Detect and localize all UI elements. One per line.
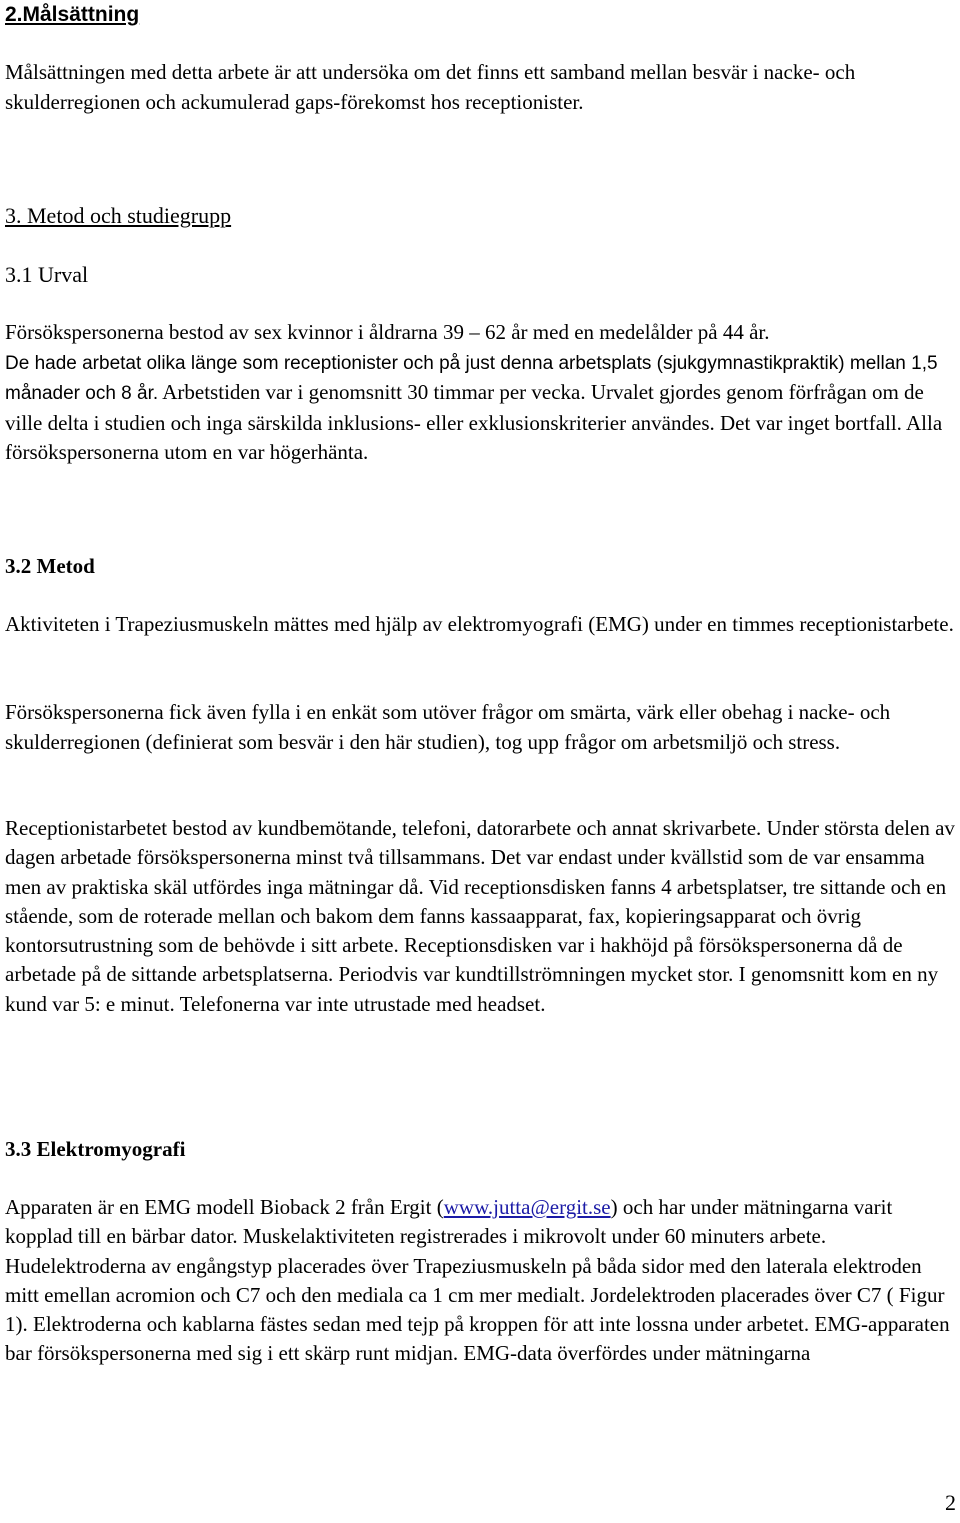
urval-line-1: Försökspersonerna bestod av sex kvinnor i åldrarna 39 – 62 år med en medelålder på 44 år. <box>5 320 770 344</box>
metod-paragraph-1: Aktiviteten i Trapeziusmuskeln mättes med hjälp av elektromyografi (EMG) under en timmes receptionistarbete. <box>5 612 954 636</box>
emg-text-before-link: Apparaten är en EMG modell Bioback 2 från Ergit ( <box>5 1195 444 1219</box>
section-2-paragraph: Målsättningen med detta arbete är att undersöka om det finns ett samband mellan besvär i nacke- och skulderregionen och ackumulerad gaps-förekomst hos receptionister. <box>5 60 856 114</box>
section-3-1-heading: 3.1 Urval <box>5 262 89 287</box>
urval-rest-text: Arbetstiden var i genomsnitt 30 timmar per vecka. Urvalet gjordes genom förfrågan om de ville delta i studien och inga särskilda inklusions- eller exklusionskriterier användes. Det var inget bortfall. Alla försökspersonerna utom en var högerhänta. <box>5 380 943 464</box>
emg-text-after-link: ) och har under mätningarna varit kopplad till en bärbar dator. Muskelaktiviteten registrerades i mikrovolt under 60 minuters arbete. Hudelektroderna av engångstyp placerades över Trapeziusmuskeln på båda sidor med den laterala elektroden mitt emellan acromion och C7 och den mediala ca 1 cm mer medialt. Jordelektroden placerades över C7 ( Figur 1). Elektroderna och kablarna fästes sedan med tejp på kroppen för att inte lossna under arbetet. EMG-apparaten bar försökspersonerna med sig i ett skärp runt midjan. EMG-data överfördes under mätningarna <box>5 1195 950 1366</box>
ergit-email-link[interactable]: www.jutta@ergit.se <box>443 1195 611 1219</box>
urval-paragraph <box>5 318 957 468</box>
section-3-2-heading: 3.2 Metod <box>5 554 95 578</box>
emg-paragraph <box>5 1193 957 1369</box>
metod-paragraph-3: Receptionistarbetet bestod av kundbemötande, telefoni, datorarbete och annat skrivarbete. Under största delen av dagen arbetade försökspersonerna minst två tillsammans. Det var endast under kvällstid som de var ensamma men av praktiska skäl utfördes inga mätningar då. Vid receptionsdisken fanns 4 arbetsplatser, tre sittande och en stående, som de roterade mellan och bakom dem fanns kassaapparat, fax, kopieringsapparat och övrig kontorsutrustning som de behövde i sitt arbete. Receptionsdisken var i hakhöjd på försökspersonerna då de arbetade på de sittande arbetsplatserna. Periodvis var kundtillströmningen mycket stor. I genomsnitt kom en ny kund var 5: e minut. Telefonerna var inte utrustade med headset. <box>5 816 955 1016</box>
section-3-heading: 3. Metod och studiegrupp <box>5 203 232 228</box>
section-2-heading: 2.Målsättning <box>5 3 140 26</box>
urval-sans-text: De hade arbetat olika länge som receptionister och på just denna arbetsplats (sjukgymnastikpraktik) mellan 1,5 månader och 8 år. <box>5 352 938 404</box>
section-3-3-heading: 3.3 Elektromyografi <box>5 1137 186 1161</box>
page-number: 2 <box>945 1490 956 1515</box>
metod-paragraph-2: Försökspersonerna fick även fylla i en enkät som utöver frågor om smärta, värk eller obehag i nacke- och skulderregionen (definierat som besvär i den här studien), tog upp frågor om arbetsmiljö och stress. <box>5 700 891 754</box>
